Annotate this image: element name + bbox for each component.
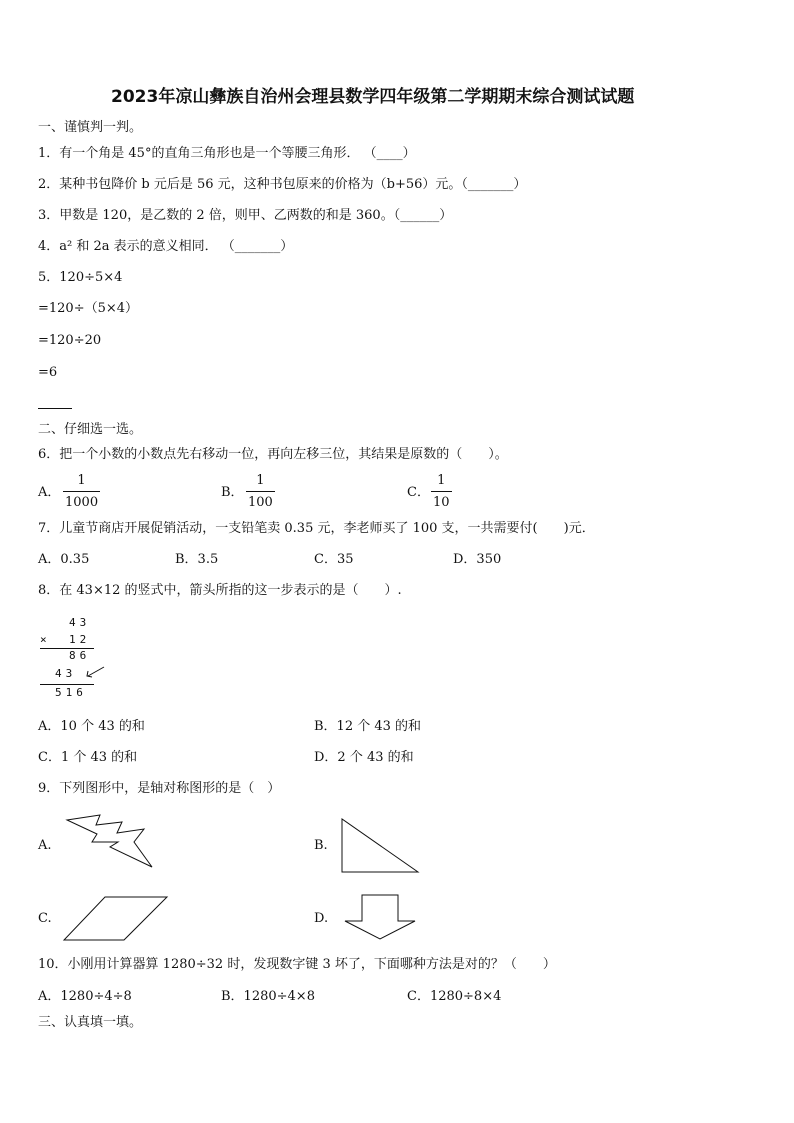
question-7: 7．儿童节商店开展促销活动，一支铅笔卖 0.35 元，李老师买了 100 支，一共需要付( )元． (38, 521, 595, 536)
fraction-bar (431, 491, 452, 492)
fraction-bar (63, 491, 100, 492)
section-heading-fill: 三、认真填一填。 (38, 1015, 143, 1030)
calc-multiplicand: 43 (69, 616, 91, 629)
calc-product: 516 (55, 686, 87, 699)
q7-option-a: A．0.35 (38, 552, 90, 567)
calc-multiplier: 12 (69, 633, 91, 646)
fraction-numerator: 1 (77, 473, 86, 488)
parallelogram-shape (62, 895, 170, 943)
question-5-line4: =6 (38, 365, 58, 380)
page-title: 2023年凉山彝族自治州会理县数学四年级第二学期期末综合测试试题 (111, 87, 635, 107)
q7-option-b: B．3.5 (175, 552, 219, 567)
calc-times-sign: × (40, 633, 51, 646)
section-heading-choose: 二、仔细选一选。 (38, 422, 143, 437)
q6-option-a-fraction (63, 473, 100, 510)
question-5-line3: =120÷20 (38, 333, 102, 348)
question-5-line2: =120÷（5×4） (38, 301, 139, 316)
q10-option-b: B．1280÷4×8 (221, 989, 315, 1004)
question-9: 9．下列图形中，是轴对称图形的是（ ） (38, 781, 281, 796)
q9-option-d: D. (314, 911, 329, 926)
question-10: 10．小刚用计算器算 1280÷32 时，发现数字键 3 坏了，下面哪种方法是对的？（ ） (38, 957, 556, 972)
question-5-line1: 5．120÷5×4 (38, 270, 123, 285)
calc-partial-1: 86 (69, 649, 91, 662)
q6-option-c-label: C． (407, 485, 430, 500)
q7-option-d: D．350 (453, 552, 502, 567)
q10-option-c: C．1280÷8×4 (407, 989, 502, 1004)
q8-option-b: B．12 个 43 的和 (314, 719, 422, 734)
q10-option-a: A．1280÷4÷8 (38, 989, 132, 1004)
lightning-shape (62, 812, 156, 870)
calc-rule-2 (40, 684, 94, 685)
right-triangle-shape (340, 817, 422, 875)
question-4: 4．a² 和 2a 表示的意义相同． （_______） (38, 239, 294, 254)
q8-option-a: A．10 个 43 的和 (38, 719, 145, 734)
question-3: 3．甲数是 120，是乙数的 2 倍，则甲、乙两数的和是 360。（______） (38, 208, 453, 223)
q6-option-b-label: B． (221, 485, 244, 500)
question-6: 6．把一个小数的小数点先右移动一位，再向左移三位，其结果是原数的（ ）。 (38, 447, 508, 462)
q6-option-b-fraction (246, 473, 275, 510)
question-2: 2．某种书包降价 b 元后是 56 元，这种书包原来的价格为（b+56）元。（_______） (38, 177, 527, 192)
fraction-denominator: 100 (248, 495, 273, 510)
fraction-denominator: 10 (433, 495, 450, 510)
fraction-bar (246, 491, 275, 492)
q9-option-c: C. (38, 911, 52, 926)
question-8: 8．在 43×12 的竖式中，箭头所指的这一步表示的是（ ）. (38, 583, 402, 598)
fraction-denominator: 1000 (65, 495, 99, 510)
section-heading-judge: 一、谨慎判一判。 (38, 120, 143, 135)
down-arrow-shape (340, 893, 420, 943)
calc-partial-2: 43 (55, 667, 77, 680)
answer-blank-line (38, 408, 72, 409)
fraction-numerator: 1 (437, 473, 446, 488)
fraction-numerator: 1 (256, 473, 265, 488)
q9-option-b: B. (314, 838, 328, 853)
question-1: 1．有一个角是 45°的直角三角形也是一个等腰三角形． （____） (38, 146, 416, 161)
q7-option-c: C．35 (314, 552, 354, 567)
arrow-icon (84, 665, 106, 679)
q8-option-c: C．1 个 43 的和 (38, 750, 138, 765)
q6-option-c-fraction (431, 473, 452, 510)
q6-option-a-label: A． (38, 485, 61, 500)
q8-option-d: D．2 个 43 的和 (314, 750, 414, 765)
q9-option-a: A. (38, 838, 52, 853)
